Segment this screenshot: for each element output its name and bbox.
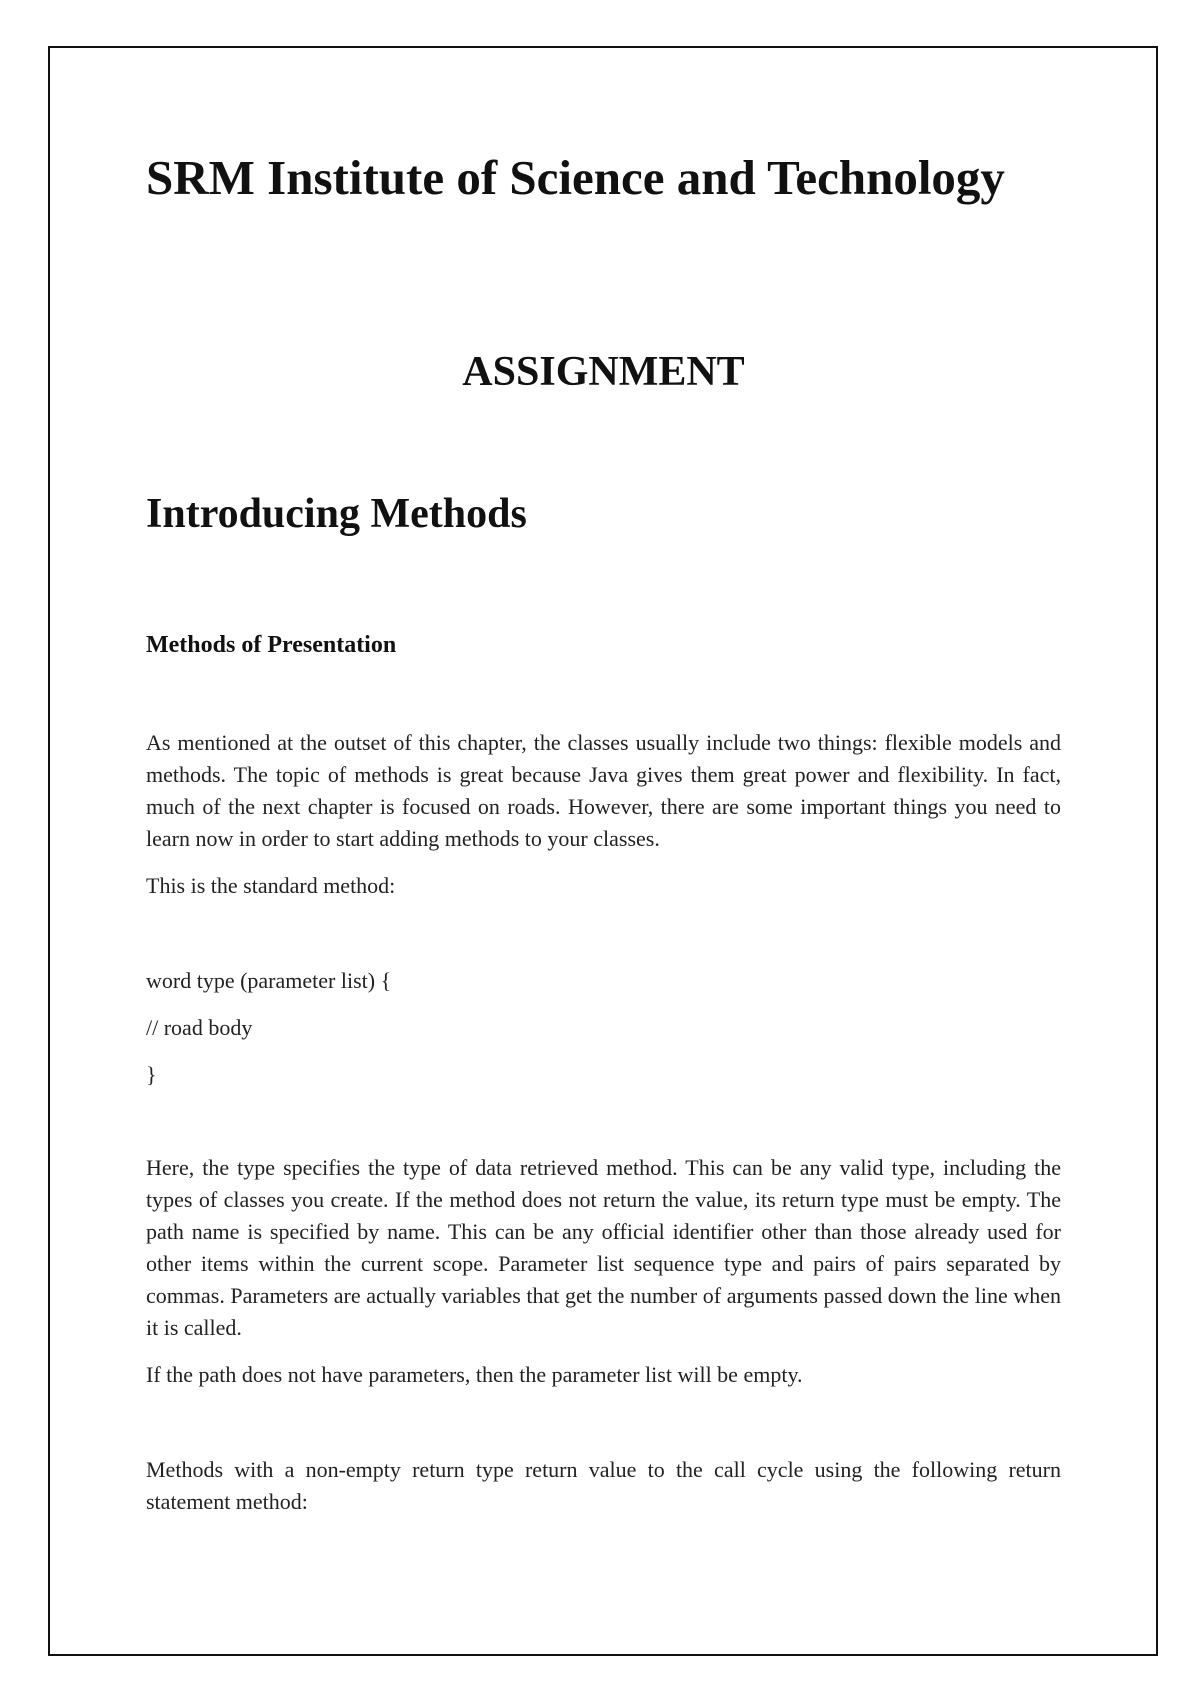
intro-paragraph: As mentioned at the outset of this chapter, the classes usually include two things: flexible models and methods. The topic of methods is great because Java gives them great power and flexibility. In fact, much of the next chapter is focused on roads. However, there are some important things you need to learn now in order to start adding methods to your classes. bbox=[146, 730, 1061, 851]
standard-method-paragraph: This is the standard method: bbox=[146, 873, 396, 898]
return-statement-paragraph: Methods with a non-empty return type return value to the call cycle using the following return statement method: bbox=[146, 1457, 1061, 1514]
code-line: } bbox=[146, 1062, 157, 1087]
assignment-title: ASSIGNMENT bbox=[462, 349, 745, 395]
no-parameters-paragraph: If the path does not have parameters, then the parameter list will be empty. bbox=[146, 1362, 803, 1387]
institute-title: SRM Institute of Science and Technology bbox=[146, 150, 1005, 205]
code-line: // road body bbox=[146, 1015, 253, 1040]
code-line: word type (parameter list) { bbox=[146, 968, 392, 993]
subsection-title: Methods of Presentation bbox=[146, 632, 397, 658]
section-title: Introducing Methods bbox=[146, 491, 527, 537]
type-explanation-paragraph: Here, the type specifies the type of data retrieved method. This can be any valid type, including the types of classes you create. If the method does not return the value, its return type must be empty. The path name is specified by name. This can be any official identifier other than those already used for other items within the current scope. Parameter list sequence type and pairs of pairs separated by commas. Parameters are actually variables that get the number of arguments passed down the line when it is called. bbox=[146, 1155, 1061, 1340]
